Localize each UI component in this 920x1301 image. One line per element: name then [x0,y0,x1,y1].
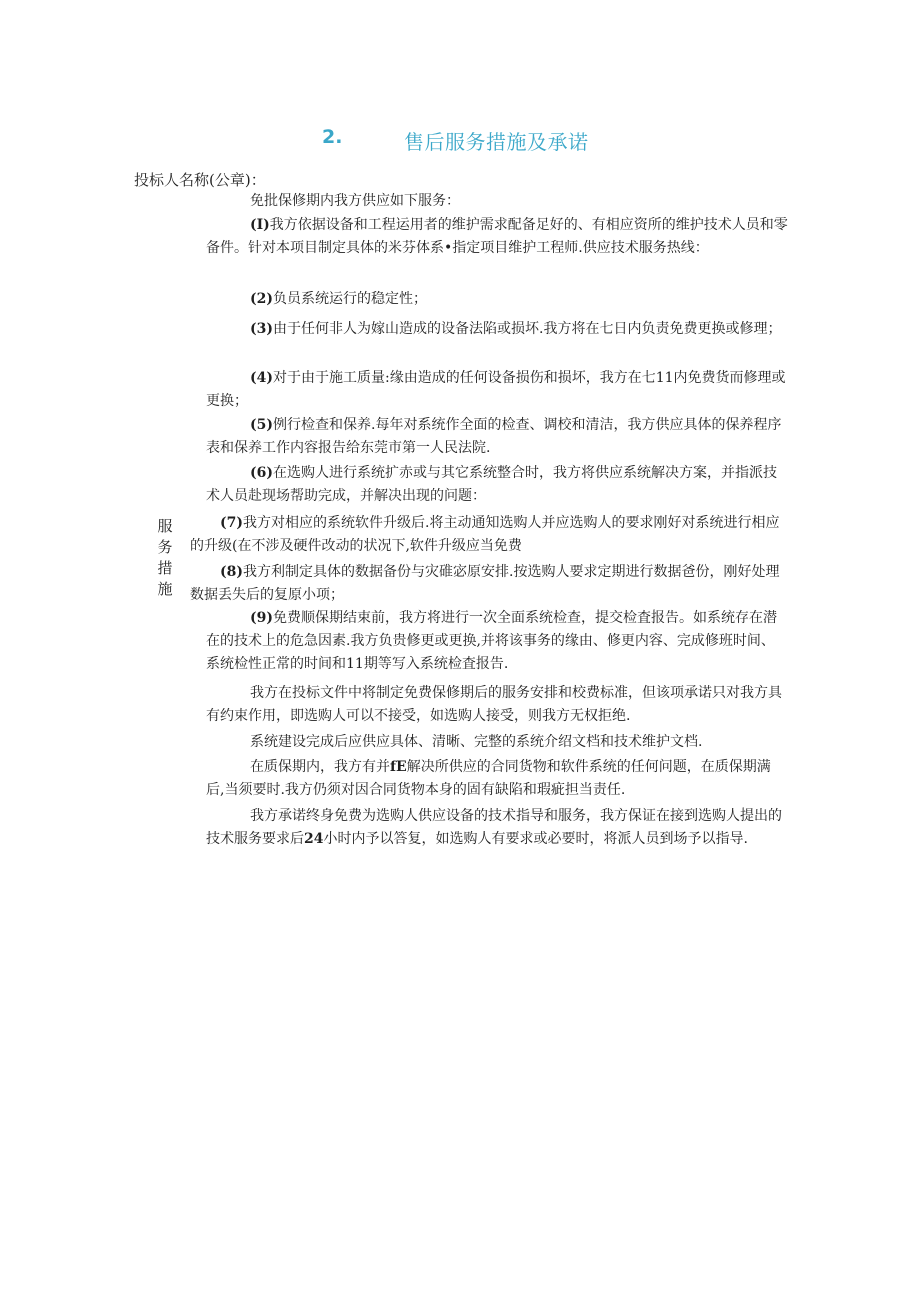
item-3 [206,318,788,341]
item-1-wrap [206,214,788,260]
closing-paragraph-2: 系统建设完成后应供应具体、清晰、完整的系统介绍文档和技术维护文档. [250,734,703,750]
section-title: 售后服务措施及承诺 [404,130,589,154]
item-text: 我方对相应的系统软件升级后.将主动通知选购人并应选购人的要求刚好对系统进行相应的升级(在不涉及硬件改动的状况下,软件升级应当免费 [190,515,780,554]
intro-paragraph: 免批保修期内我方供应如下服务： [250,193,460,209]
side-label-char: 施 [157,580,173,598]
item-number: (2) [250,291,273,307]
bold-segment: 24 [304,831,324,847]
item-7 [190,512,788,558]
closing-paragraph-4 [206,805,788,851]
item-number: (4) [250,370,273,386]
closing-paragraph-1: 我方在投标文件中将制定免费保修期后的服务安排和校费标准，但该项承诺只对我方具有约束作用，即选购人可以不接受，如选购人接受，则我方无权拒绝. [206,685,782,724]
item-text: 我方依据设备和工程运用者的维护需求配备足好的、有相应资所的维护技术人员和零备件。针对本项目制定具体的米芬体系•指定项目维护工程师.供应技术服务热线： [206,217,788,256]
closing-paragraph-3 [206,756,788,802]
item-text: 由于任何非人为嫁山造成的设备法陷或损坏.我方将在七日内负责免费更换或修理； [273,321,782,337]
side-label-char: 措 [157,559,173,577]
item-text: 我方利制定具体的数据备份与灾碓宓原安排.按选购人要求定期进行数据爸份，刚好处理数据丢失后的复原小项； [190,564,780,603]
item-6 [206,462,788,508]
side-label-service-measures [156,516,174,600]
text-segment: 解决所供应的合同货物和软件系统的任何问题，在质保期满后,当须要时.我方仍须对因合同货物本身的固有缺陷和瑕疵担当责任. [206,759,771,798]
item-8 [190,561,788,607]
item-number: (5) [250,417,273,433]
item-number: (I) [250,217,270,233]
bidder-name-label: 投标人名称(公章)： [134,171,266,189]
item-9 [206,607,788,676]
item-text: 在选购人进行系统扩赤或与其它系统整合时，我方将供应系统解决方案，并指派技术人员赴现场帮助完成，并解决出现的问题： [206,465,777,504]
bold-segment: fE [390,759,407,775]
item-number: (8) [220,564,243,580]
item-text: 例行检查和保养.每年对系统作全面的检查、调校和清洁，我方供应具体的保养程序表和保养工作内容报告给东莞市第一人民法院. [206,417,782,456]
item-number: (9) [250,610,273,626]
section-heading [0,126,920,156]
text-segment: 小时内予以答复，如选购人有要求或必要时，将派人员到场予以指导. [323,831,748,847]
side-label-char: 服 [157,517,173,535]
item-4 [206,367,788,413]
item-number: (3) [250,321,273,337]
text-segment: 我方承诺终身免费为选购人供应设备的技术指导和服务，我方保证在接到选购人提出的技术服务要求后 [206,808,782,847]
item-number: (7) [220,515,243,531]
item-text: 免费顺保期结束前，我方将进行一次全面系统检查，提交检査报告。如系统存在潜在的技术上的危急因素.我方负贵修更或更换,并将该事务的缘由、修更内容、完成修班时间、系统检性正常的时间和11期等写入系统检査报告. [206,610,777,672]
item-number: (6) [250,465,273,481]
item-text: 对于由于施工质量:缘由造成的任何设备损伤和损坏，我方在七11内免费货而修理或更换； [206,370,786,409]
side-label-char: 务 [157,538,173,556]
item-5 [206,414,788,460]
item-2 [206,288,788,311]
item-text: 负员系统运行的稳定性； [273,291,427,307]
text-segment: 在质保期内，我方有并 [250,759,390,775]
section-number: 2. [322,126,343,148]
